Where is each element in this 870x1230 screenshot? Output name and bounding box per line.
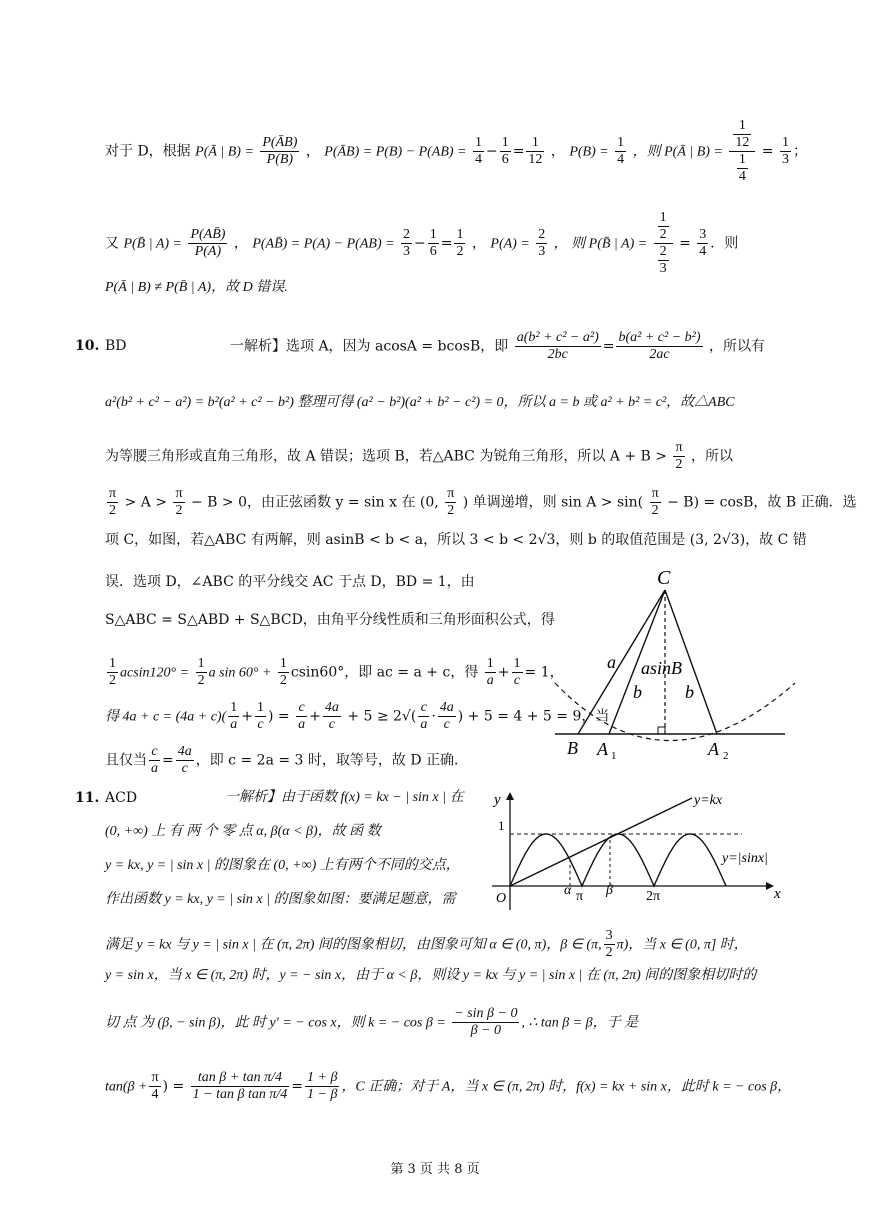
y-axis-arrow [506,792,514,800]
text: = [602,338,615,355]
q11-number: 11. [75,790,100,806]
fraction: $\frac{1}{4}$ [617,135,625,167]
text: 一解析】选项 A，因为 acosA = bcosB，即 [230,338,509,355]
line-kx-label: y=kx [694,793,723,808]
text: ) = [268,708,290,725]
q10-line-3 [105,440,733,473]
text: = 1， [524,664,564,681]
label-a2-sub: 2 [723,750,729,762]
fraction: $\frac{\pi}{4}$ [151,1070,159,1102]
text: ， [550,143,565,160]
y-axis-label: y [494,792,501,808]
x-axis-arrow [766,882,774,890]
text: ，即 c = 2a = 3 时，取等号，故 D 正确. [195,752,459,769]
q10-answer: BD [105,338,127,354]
text: ) 单调递增，则 sin A > sin( [462,494,644,511]
text: + 5 ≥ 2√( [347,708,417,725]
abs-sin-curve [510,834,726,886]
text: 对于 D，根据 [105,143,191,160]
fraction: $\frac{1}{a}$ [486,656,494,688]
text: ，所以 [690,448,733,465]
q10-number: 10. [75,338,100,354]
nested-fraction: $\frac{\frac{1}{12}}{\frac{1}{4}}$ [729,118,755,185]
q11-line-8 [105,1070,791,1103]
q11-line-4: 作出函数 y = kx, y = | sin x | 的图象如图：要满足题意，需 [105,892,456,907]
fraction: $\frac{3}{4}$ [699,227,707,259]
label-c: C [657,568,671,589]
fraction: $\frac{1}{c}$ [257,700,264,732]
text: ，所以有 [708,338,765,355]
text: = [679,235,691,252]
text: · [431,708,436,725]
x-axis-label: x [774,886,781,902]
label-b-vertex: B [567,738,578,758]
fraction: $\frac{\text{− sin β − 0}}{\beta - 0}$ [454,1006,518,1038]
text: ， [471,235,486,252]
d-line-1 [105,118,807,185]
q11-line-6: y = sin x，当 x ∈ (π, 2π) 时，y = − sin x，由于 α < β，则设 y = kx 与 y = | sin x | 在 (π, 2π) 间的图象相切时的 [105,968,757,983]
text: − [414,235,426,252]
fraction: $\frac{1}{3}$ [781,135,789,167]
two-pi-label: 2π [646,889,661,904]
fraction: $\frac{4a}{c}$ [324,700,339,732]
fraction: $\frac{c}{a}$ [151,744,158,776]
q11-line-3: y = kx, y = | sin x | 的图象在 (0, +∞) 上有两个不同的交点， [105,858,460,873]
fraction: $\frac{3}{2}$ [605,928,613,960]
formula: P(AB̄) = P(A) − P(AB) = [252,236,395,252]
text: 又 [105,235,119,252]
fraction: $\frac{\pi}{2}$ [175,486,183,518]
label-asinb: asinB [641,658,683,678]
text: ， [233,235,248,252]
fraction: $\frac{1}{4}$ [474,135,482,167]
text: = [291,1078,304,1095]
fraction: $\frac{1}{2}$ [109,656,116,688]
text: = [512,143,525,160]
q11-line-7 [105,1006,638,1039]
fraction: $\frac{\text{a(b² + c² − a²)}}{2bc}$ [516,330,599,362]
line-kx [510,798,692,886]
fraction: $\frac{\pi}{2}$ [651,486,659,518]
right-angle-mark [658,727,665,734]
formula: 满足 y = kx 与 y = | sin x | 在 (π, 2π) 间的图象相切，由图象可知 α ∈ (0, π)，β ∈ (π, [105,937,602,953]
fraction: $\frac{1}{2}$ [456,227,464,259]
formula: 切 点 为 (β, − sin β)，此 时 y′ = − cos x，则 k = − cos β = [105,1015,446,1031]
triangle-figure [545,568,805,783]
fraction: $\frac{c}{a}$ [298,700,306,732]
y-one-label: 1 [498,818,505,833]
fraction: $\frac{1}{a}$ [230,700,238,732]
text: + [497,664,510,681]
label-a1: A [597,739,608,759]
fraction: $\frac{\pi}{2}$ [675,440,683,472]
label-b-right: b [685,682,694,702]
text: = [440,235,453,252]
beta-label: β [606,883,613,898]
fraction: $\frac{1}{2}$ [197,656,205,688]
label-a2: A [708,739,719,759]
text: = [162,752,174,769]
text: ．则 [710,235,739,252]
formula: P(Ā | B) = [195,144,254,160]
formula: tan(β + [105,1079,148,1095]
q10-line-7: S△ABC = S△ABD + S△BCD，由角平分线性质和三角形面积公式，得 [105,612,555,628]
fraction: $\frac{\text{b(a² + c² − b²)}}{2ac}$ [618,330,701,362]
formula: P(B̄ | A) = [123,236,182,252]
fraction: $\frac{1}{6}$ [501,135,509,167]
q11-line-2: (0, +∞) 上 有 两 个 零 点 α, β(α < β)，故 函 数 [105,824,381,839]
q10-line-5: 项 C，如图，若△ABC 有两解，则 asinB < b < a，所以 3 < b < 2√3，则 b 的取值范围是 (3, 2√3)，故 C 错 [105,532,807,548]
fraction: $\frac{1}{6}$ [429,227,437,259]
text: ； [792,143,807,160]
nested-fraction: $\frac{\frac{1}{2}}{\frac{2}{3}}$ [654,210,673,277]
fraction: $\frac{\pi}{2}$ [109,486,117,518]
sin-graph-figure [482,790,782,915]
fraction: $\frac{P(ĀB)}{P(B)}$ [262,135,298,167]
formula: P(ĀB) = P(B) − P(AB) = [324,144,467,160]
fraction: $\frac{4a}{c}$ [177,744,192,776]
q10-line-4 [105,486,857,519]
page-footer: 第 3 页 共 8 页 [390,1162,480,1177]
pi-label: π [576,889,584,904]
q10-line-8 [105,656,564,689]
text: ) + 5 = 4 + 5 = 9，当 [457,708,610,725]
fraction: $\frac{c}{a}$ [420,700,428,732]
text: = [761,143,774,160]
text: + [309,708,321,725]
text: ， [305,143,320,160]
fraction: $\frac{1}{12}$ [528,135,543,167]
q11-line-1: 一解析】由于函数 f(x) = kx − | sin x | 在 [225,790,464,805]
formula: acsin120° = [120,665,190,681]
label-a1-sub: 1 [611,750,617,762]
fraction: $\frac{\pi}{2}$ [447,486,455,518]
fraction: $\frac{2}{3}$ [403,227,411,259]
text: + [241,708,253,725]
formula: P(B) = [569,144,609,160]
text: − [485,143,498,160]
q10-line-9 [105,700,609,733]
q10-line-1 [230,330,765,363]
fraction: $\frac{4a}{c}$ [439,700,454,732]
text: > A > [124,494,168,511]
text: − B) = cosB，故 B 正确．选 [667,494,857,511]
formula: P(A) = [490,236,530,252]
text: − B > 0，由正弦函数 y = sin x 在 (0, [191,494,439,511]
d-line-3: P(Ā | B) ≠ P(B̄ | A)，故 D 错误. [105,280,288,295]
d-line-2 [105,210,738,277]
text: csin60°，即 ac = a + c，得 [290,664,479,681]
origin-label: O [496,891,507,906]
text: ) = [162,1078,185,1095]
fraction: $\frac{2}{3}$ [538,227,546,259]
formula: ， 则 P(B̄ | A) = [553,236,648,252]
fraction: $\frac{\text{tan β + tan π/4}}{\text{1 − tan β tan π/4}}$ [192,1070,288,1102]
fraction: $\frac{1}{2}$ [279,656,287,688]
label-a: a [607,652,616,672]
formula: π)，当 x ∈ (0, π] 时， [616,937,748,953]
q10-line-6: 误．选项 D，∠ABC 的平分线交 AC 于点 D，BD = 1，由 [105,574,475,590]
formula: 得 4a + c = (4a + c)( [105,709,227,725]
fraction: $\frac{1 + \beta}{1 - \beta}$ [307,1070,338,1102]
alpha-label: α [564,883,572,898]
formula: ，则 P(Ā | B) = [632,144,723,160]
formula: , ∴ tan β = β，于 是 [521,1015,639,1031]
fraction: $\frac{P(AB̄)}{P(A)}$ [190,227,226,259]
fraction: $\frac{1}{c}$ [513,656,521,688]
text: 为等腰三角形或直角三角形，故 A 错误；选项 B，若△ABC 为锐角三角形，所以 A + B > [105,448,667,465]
q10-line-2: a²(b² + c² − a²) = b²(a² + c² − b²) 整理可得 (a² − b²)(a² + b² − c²) = 0，所以 a = b 或 a² + b² = c²，故△ABC [105,395,735,410]
abs-sin-label: y=|sinx| [722,851,768,866]
label-b-left: b [633,682,642,702]
q11-answer: ACD [105,790,138,806]
q10-line-10 [105,744,458,777]
formula: a sin 60° + [208,665,272,681]
q11-line-5 [105,928,748,961]
formula: ，C 正确；对于 A，当 x ∈ (π, 2π) 时，f(x) = kx + sin x，此时 k = − cos β， [341,1079,792,1095]
text: 且仅当 [105,752,147,769]
